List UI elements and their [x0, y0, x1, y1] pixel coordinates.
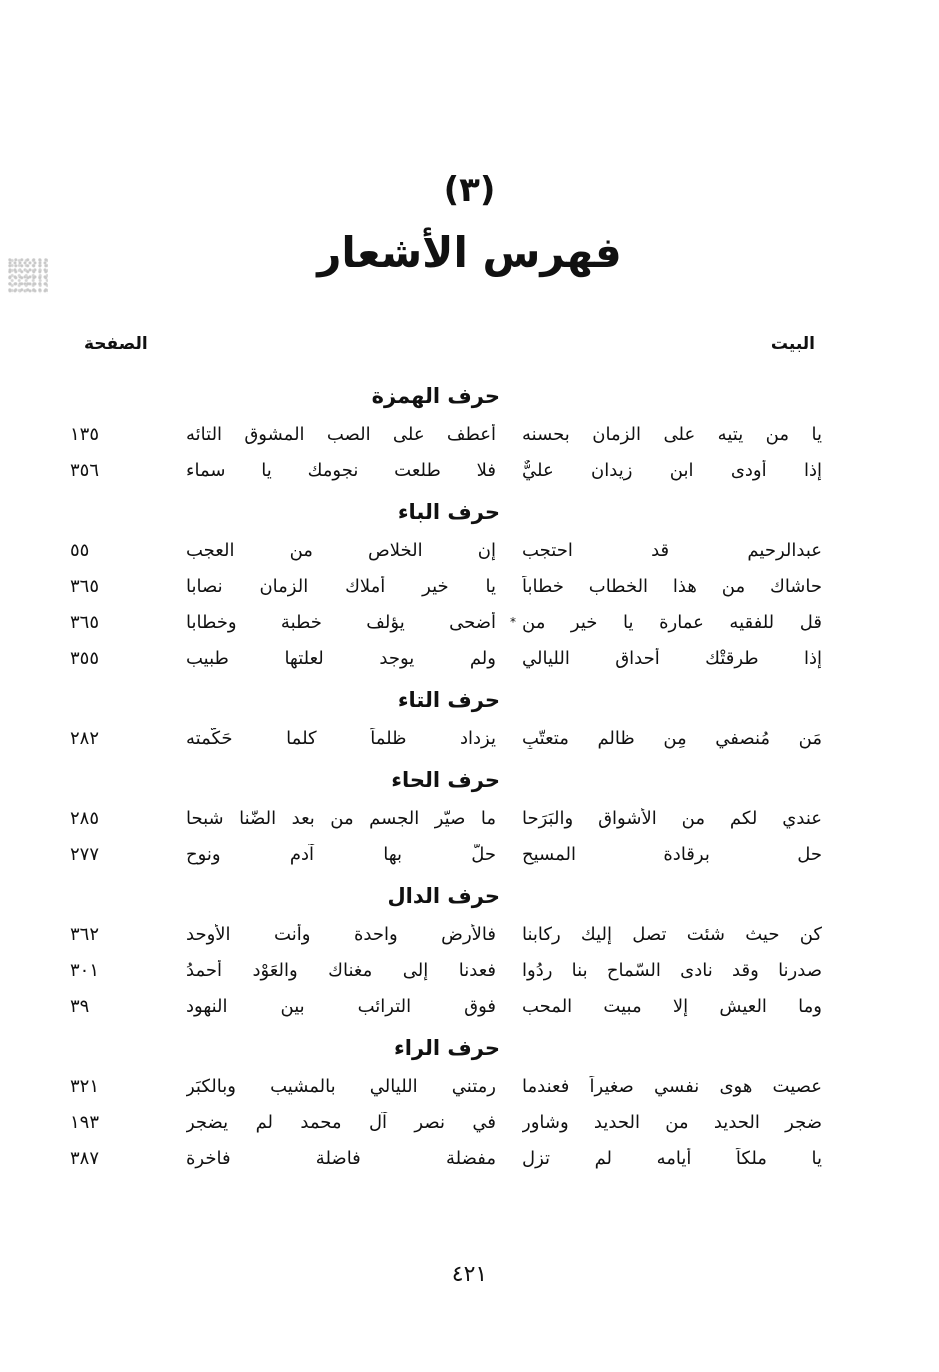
first-hemistich: وما العيش إلا مبيت المحب — [522, 995, 822, 1017]
index-row — [70, 568, 822, 604]
first-hemistich: حل برقادة المسيح — [522, 843, 822, 865]
section-heading: حرف الحاء — [391, 768, 500, 792]
page-reference: ٣٦٢ — [70, 923, 100, 945]
page-reference: ٣٢١ — [70, 1075, 100, 1097]
first-hemistich: قل للفقيه عمارة يا خير من — [522, 611, 822, 633]
index-section — [70, 376, 822, 488]
index-row — [70, 452, 822, 488]
index-row — [70, 988, 822, 1024]
second-hemistich: في نصر آل محمد لم يضجر — [186, 1111, 496, 1133]
second-hemistich: يزداد ظلماً كلما حَكّمته — [186, 727, 496, 749]
index-row — [70, 1140, 822, 1176]
index-row — [70, 604, 822, 640]
second-hemistich: فلا طلعت نجومك يا سماء — [186, 459, 496, 481]
second-hemistich: أضحى يؤلف خطبة وخطابا — [186, 611, 496, 633]
section-heading: حرف الراء — [394, 1036, 500, 1060]
asterisk-mark: * — [510, 615, 516, 629]
second-hemistich: حلّ بها آدم ونوح — [186, 843, 496, 865]
index-row — [70, 532, 822, 568]
index-section — [70, 680, 822, 756]
second-hemistich: فالأرض واحدة وأنت الأوحد — [186, 923, 496, 945]
section-heading: حرف الهمزة — [371, 384, 500, 408]
first-hemistich: إذا طرقتْك أحداق الليالي — [522, 647, 822, 669]
page-column-header: الصفحة — [84, 334, 148, 354]
first-hemistich: مَن مُنصفي مِن ظالم متعتّبٍ — [522, 727, 822, 749]
index-row — [70, 952, 822, 988]
verse-column-header: البيت — [770, 334, 815, 354]
section-heading: حرف الباء — [397, 500, 500, 524]
index-row — [70, 800, 822, 836]
index-section — [70, 1028, 822, 1176]
index-row — [70, 1104, 822, 1140]
page-reference: ٣٥٥ — [70, 647, 100, 669]
first-hemistich: حاشاك من هذا الخطاب خطاباً — [522, 575, 822, 597]
second-hemistich: ولم يوجد لعلتها طبيب — [186, 647, 496, 669]
index-row — [70, 720, 822, 756]
index-section — [70, 876, 822, 1024]
page-reference: ٣٨٧ — [70, 1147, 100, 1169]
page-reference: ١٣٥ — [70, 423, 100, 445]
second-hemistich: يا خير أملاك الزمان نصابا — [186, 575, 496, 597]
second-hemistich: مفضلة فاضلة فاخرة — [186, 1147, 496, 1169]
page-reference: ٢٨٢ — [70, 727, 100, 749]
second-hemistich: ما صيّر الجسم من بعد الضّنا شبحا — [186, 807, 496, 829]
index-row — [70, 640, 822, 676]
page-reference: ٣٦٥ — [70, 575, 100, 597]
index-section — [70, 760, 822, 872]
page-reference: ٣٥٦ — [70, 459, 100, 481]
index-row — [70, 416, 822, 452]
poetry-index — [70, 372, 822, 1176]
first-hemistich: عبدالرحيم قد احتجب — [522, 539, 822, 561]
page-reference: ٣٦٥ — [70, 611, 100, 633]
index-row — [70, 1068, 822, 1104]
second-hemistich: أعطف على الصب المشوق التائه — [186, 423, 496, 445]
page-title: فهرس الأشعار — [317, 228, 622, 277]
second-hemistich: فعدنا إلى مغناك والعَوْد أحمدُ — [186, 959, 496, 981]
page-reference: ٢٧٧ — [70, 843, 100, 865]
section-heading: حرف التاء — [397, 688, 500, 712]
section-heading: حرف الدال — [387, 884, 500, 908]
second-hemistich: إن الخلاص من العجب — [186, 539, 496, 561]
first-hemistich: إذا أودى ابن زيدان عليٌّ — [522, 459, 822, 481]
page-reference: ٣٩ — [70, 995, 90, 1017]
page-reference: ١٩٣ — [70, 1111, 100, 1133]
page-reference: ٣٠١ — [70, 959, 100, 981]
first-hemistich: عصيت هوى نفسي صغيراً فعندما — [522, 1075, 822, 1097]
index-section — [70, 492, 822, 676]
index-row — [70, 836, 822, 872]
first-hemistich: كن حيث شئت تصل إليك ركابنا — [522, 923, 822, 945]
first-hemistich: يا من يتيه على الزمان بحسنه — [522, 423, 822, 445]
index-row — [70, 916, 822, 952]
second-hemistich: رمتني الليالي بالمشيب وبالكبَرِ — [186, 1075, 496, 1097]
first-hemistich: يا ملكاً أيامه لم تزل — [522, 1147, 822, 1169]
first-hemistich: عندي لكم من الأشواق والبَرَحا — [522, 807, 822, 829]
page-reference: ٥٥ — [70, 539, 90, 561]
chapter-number: (٣) — [443, 170, 496, 210]
page-reference: ٢٨٥ — [70, 807, 100, 829]
first-hemistich: صدرنا وقد نادى السّماح بنا ردُوا — [522, 959, 822, 981]
second-hemistich: فوق الترائب بين النهود — [186, 995, 496, 1017]
first-hemistich: ضجر الحديد من الحديد وشاور — [522, 1111, 822, 1133]
page-number: ٤٢١ — [451, 1262, 488, 1287]
